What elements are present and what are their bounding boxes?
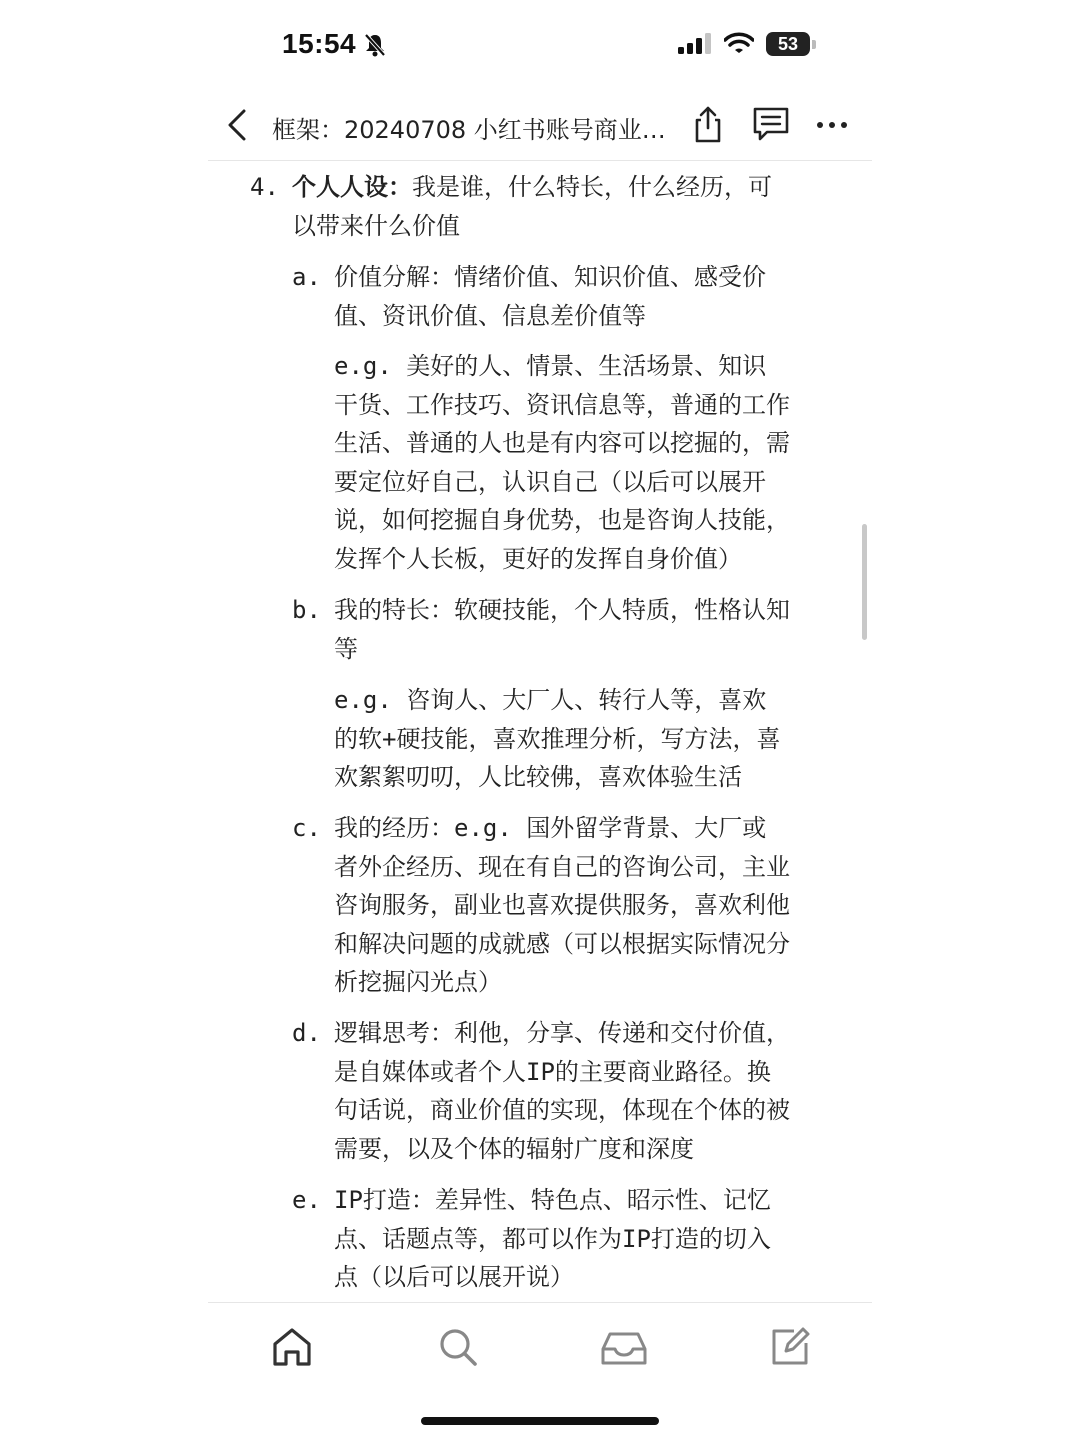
sub-text: 值、资讯价值、信息差价值等 (334, 301, 646, 330)
sub-text: 价值分解：情绪价值、知识价值、感受价 (334, 263, 766, 291)
sub-item-d (292, 1014, 852, 1168)
scrollbar[interactable] (862, 524, 867, 640)
example-text: 欢絮絮叨叨，人比较佛，喜欢体验生活 (334, 763, 742, 791)
example-text: 发挥个人长板，更好的发挥自身价值） (334, 544, 742, 573)
sub-label: a. (292, 263, 321, 291)
example-text: 生活、普通的人也是有内容可以挖掘的，需 (334, 429, 790, 457)
sub-text: IP打造：差异性、特色点、昭示性、记忆 (334, 1186, 771, 1214)
sub-label: e. (292, 1186, 321, 1214)
sub-item-e (292, 1181, 852, 1297)
sub-text: 句话说，商业价值的实现，体现在个体的被 (334, 1096, 790, 1124)
sub-text: 我的经历：e.g. 国外留学背景、大厂或 (334, 814, 767, 842)
search-icon[interactable] (436, 1325, 480, 1369)
comment-icon[interactable] (751, 104, 791, 144)
item-text: 以带来什么价值 (292, 211, 460, 240)
sub-item-a (292, 258, 852, 335)
example-a (334, 347, 854, 578)
cellular-signal-icon (678, 33, 714, 55)
sub-text: 析挖掘闪光点） (334, 968, 502, 996)
share-icon[interactable] (688, 104, 728, 144)
item-heading: 个人人设： (292, 173, 412, 201)
back-chevron-icon[interactable] (222, 108, 252, 142)
sub-text: 咨询服务，副业也喜欢提供服务，喜欢利他 (334, 891, 790, 919)
example-text: e.g. 美好的人、情景、生活场景、知识 (334, 352, 767, 380)
sub-item-b (292, 591, 852, 668)
status-time: 15:54 (282, 28, 357, 59)
status-bar (208, 0, 872, 90)
sub-label: b. (292, 596, 321, 624)
battery-cap (812, 40, 816, 49)
sub-label: c. (292, 814, 321, 842)
nav-header (208, 90, 872, 161)
edit-icon[interactable] (768, 1325, 812, 1369)
sub-label: d. (292, 1019, 321, 1047)
sub-item-c (292, 809, 852, 1002)
example-text: 干货、工作技巧、资讯信息等，普通的工作 (334, 390, 790, 419)
sub-text: 点、话题点等，都可以作为IP打造的切入 (334, 1224, 771, 1253)
more-options-icon[interactable] (812, 104, 852, 144)
sub-text: 逻辑思考：利他，分享、传递和交付价值， (334, 1019, 790, 1047)
wifi-icon (724, 32, 754, 54)
sub-text: 和解决问题的成就感（可以根据实际情况分 (334, 929, 790, 958)
sub-text: 我的特长：软硬技能，个人特质，性格认知 (334, 596, 790, 624)
battery-indicator: 53 (766, 32, 810, 56)
inbox-icon[interactable] (600, 1325, 648, 1369)
sub-text: 是自媒体或者个人IP的主要商业路径。换 (334, 1057, 771, 1086)
sub-text: 点（以后可以展开说） (334, 1263, 574, 1291)
item-text: 我是谁，什么特长，什么经历，可 (412, 173, 772, 201)
sub-text: 者外企经历、现在有自己的咨询公司，主业 (334, 852, 790, 881)
example-text: 要定位好自己，认识自己（以后可以展开 (334, 467, 766, 496)
home-indicator (421, 1417, 659, 1425)
list-number: 4. (250, 173, 279, 201)
example-b (334, 681, 854, 797)
example-text: 说，如何挖掘自身优势，也是咨询人技能， (334, 506, 790, 534)
mute-bell-icon (364, 33, 386, 57)
home-icon[interactable] (270, 1325, 314, 1369)
app-frame (208, 0, 872, 1439)
sub-text: 需要，以及个体的辐射广度和深度 (334, 1134, 694, 1163)
example-text: e.g. 咨询人、大厂人、转行人等，喜欢 (334, 686, 767, 714)
sub-text: 等 (334, 634, 358, 663)
example-text: 的软+硬技能，喜欢推理分析，写方法，喜 (334, 724, 781, 753)
document-content (208, 164, 872, 1302)
list-item-4 (250, 168, 830, 245)
page-title: 框架：20240708 小红书账号商业… (272, 116, 666, 144)
